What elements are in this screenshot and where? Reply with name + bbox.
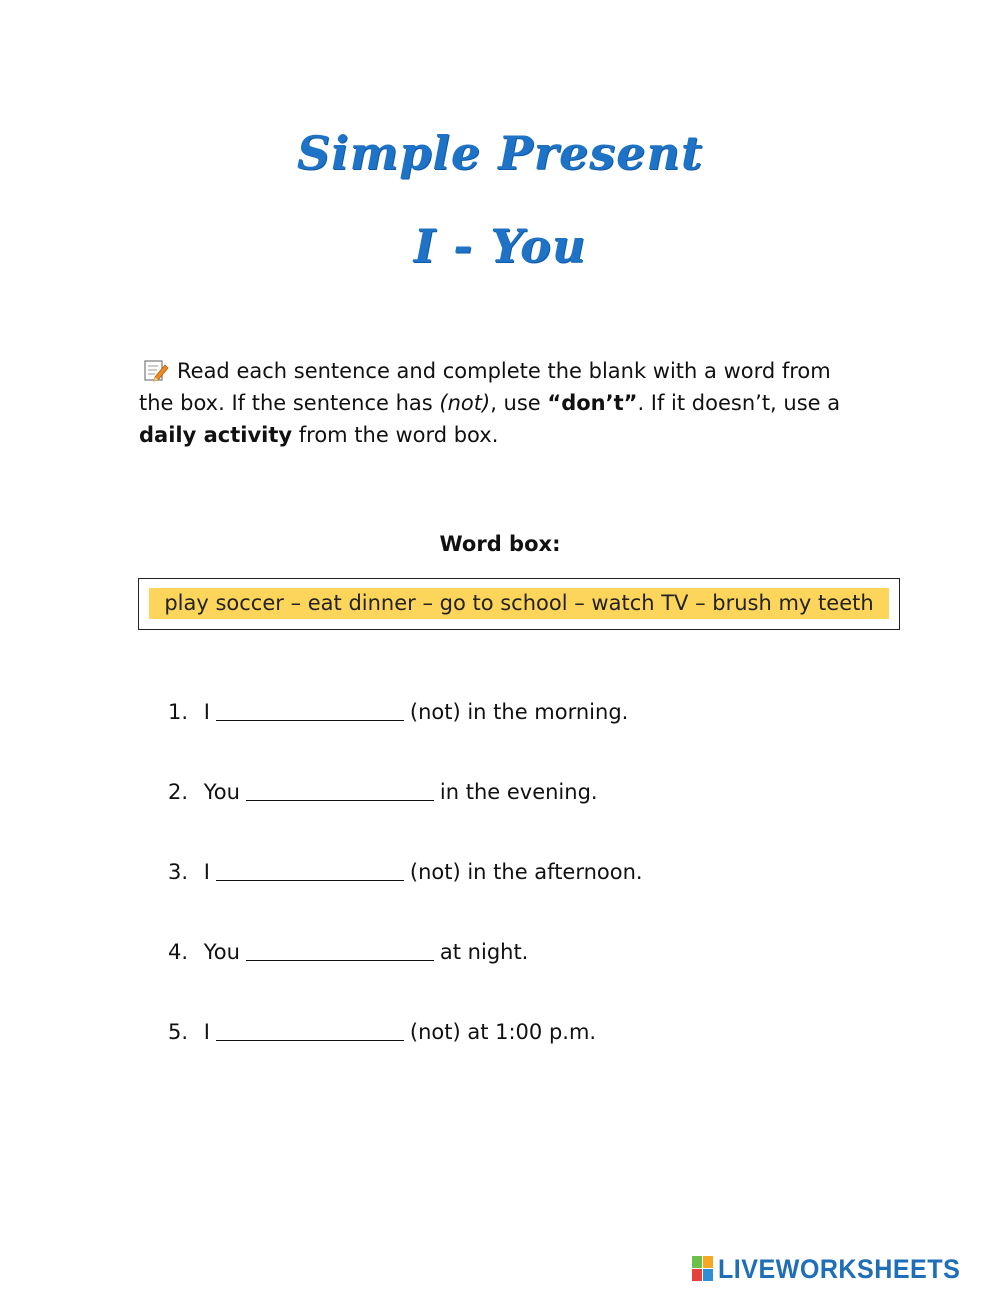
- item-rest: at night.: [439, 940, 529, 964]
- item-subject: I: [203, 860, 210, 884]
- instructions-part4: from the word box.: [292, 423, 499, 447]
- item-subject: I: [203, 1020, 210, 1044]
- exercise-item: [168, 935, 643, 1015]
- item-number: 1.: [168, 700, 189, 724]
- exercise-item: [168, 855, 643, 935]
- instructions-daily-activity: daily activity: [139, 423, 293, 447]
- answer-blank[interactable]: [216, 698, 404, 721]
- item-number: 3.: [168, 860, 189, 884]
- word-box: [138, 578, 900, 630]
- item-rest: (not) in the morning.: [409, 700, 629, 724]
- liveworksheets-brand: LIVEWORKSHEETS: [718, 1253, 961, 1284]
- exercise-item: [168, 775, 643, 855]
- item-rest: in the evening.: [439, 780, 598, 804]
- item-subject: You: [203, 940, 240, 964]
- exercise-item: [168, 695, 643, 775]
- pencil-note-icon: [143, 358, 169, 382]
- item-subject: You: [203, 780, 240, 804]
- item-rest: (not) in the afternoon.: [409, 860, 643, 884]
- liveworksheets-logo: [692, 1252, 979, 1286]
- exercise-item: [168, 1015, 643, 1095]
- word-box-content: play soccer – eat dinner – go to school – watch TV – brush my teeth: [149, 588, 889, 619]
- page-title: Simple Present: [296, 126, 704, 180]
- liveworksheets-logo-icon: [692, 1256, 714, 1282]
- item-number: 2.: [168, 780, 189, 804]
- instructions: [139, 355, 869, 451]
- instructions-dont: “don’t”: [547, 391, 638, 415]
- item-subject: I: [203, 700, 210, 724]
- answer-blank[interactable]: [216, 858, 404, 881]
- instructions-part1: Read each sentence and complete the blank with a word from the box. If the sentence has: [139, 359, 831, 415]
- answer-blank[interactable]: [246, 938, 434, 961]
- item-number: 5.: [168, 1020, 189, 1044]
- page-subtitle: I - You: [413, 219, 587, 273]
- instructions-part3: . If it doesn’t, use a: [637, 391, 841, 415]
- answer-blank[interactable]: [246, 778, 434, 801]
- item-number: 4.: [168, 940, 189, 964]
- item-rest: (not) at 1:00 p.m.: [409, 1020, 597, 1044]
- word-box-label: Word box:: [439, 532, 561, 556]
- instructions-not: (not): [439, 391, 491, 415]
- exercise-list: [168, 695, 643, 1095]
- instructions-part2: , use: [490, 391, 548, 415]
- answer-blank[interactable]: [216, 1018, 404, 1041]
